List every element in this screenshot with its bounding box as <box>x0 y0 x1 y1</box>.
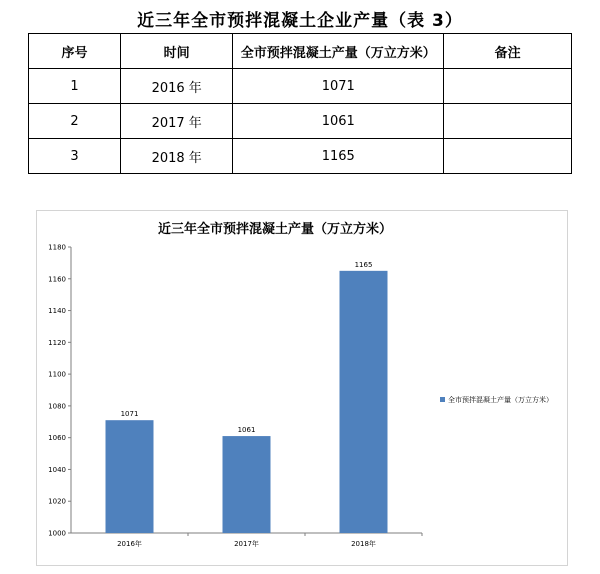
header-time: 时间 <box>121 34 233 69</box>
y-tick-label: 1000 <box>48 529 66 538</box>
cell-serial: 2 <box>29 104 121 139</box>
cell-remarks <box>444 139 572 174</box>
data-label: 1165 <box>354 260 373 269</box>
cell-serial: 1 <box>29 69 121 104</box>
table-header-row <box>29 34 572 69</box>
y-tick-label: 1080 <box>48 402 66 411</box>
cell-output: 1165 <box>233 139 444 174</box>
y-tick-label: 1100 <box>48 370 66 379</box>
table-row <box>29 139 572 174</box>
chart-container <box>36 210 568 566</box>
header-output: 全市预拌混凝土产量（万立方米） <box>233 34 444 69</box>
bar <box>223 436 271 533</box>
bar <box>340 271 388 533</box>
legend-swatch <box>440 397 445 402</box>
y-tick-label: 1160 <box>48 275 66 284</box>
x-tick-label: 2016年 <box>117 540 142 548</box>
table-row <box>29 104 572 139</box>
y-tick-label: 1020 <box>48 497 66 506</box>
x-tick-label: 2018年 <box>351 540 376 548</box>
cell-remarks <box>444 104 572 139</box>
data-label: 1071 <box>120 410 139 419</box>
y-tick-label: 1120 <box>48 338 66 347</box>
y-tick-label: 1140 <box>48 307 66 316</box>
cell-serial: 3 <box>29 139 121 174</box>
cell-remarks <box>444 69 572 104</box>
legend-label: 全市预拌混凝土产量（万立方米） <box>448 396 553 404</box>
table-row <box>29 69 572 104</box>
chart-marks <box>48 244 553 549</box>
y-tick-label: 1180 <box>48 243 66 252</box>
header-remarks: 备注 <box>444 34 572 69</box>
chart-title: 近三年全市预拌混凝土产量（万立方米） <box>157 222 393 237</box>
y-tick-label: 1040 <box>48 465 66 474</box>
bar <box>106 420 154 533</box>
cell-output: 1071 <box>233 69 444 104</box>
bar-chart <box>37 211 567 565</box>
data-label: 1061 <box>237 426 256 435</box>
cell-output: 1061 <box>233 104 444 139</box>
production-table <box>28 33 572 174</box>
y-tick-label: 1060 <box>48 434 66 443</box>
header-serial-number: 序号 <box>29 34 121 69</box>
x-tick-label: 2017年 <box>234 540 259 548</box>
table-title: 近三年全市预拌混凝土企业产量（表 3） <box>137 11 463 31</box>
cell-time: 2016 年 <box>121 69 233 104</box>
cell-time: 2017 年 <box>121 104 233 139</box>
cell-time: 2018 年 <box>121 139 233 174</box>
